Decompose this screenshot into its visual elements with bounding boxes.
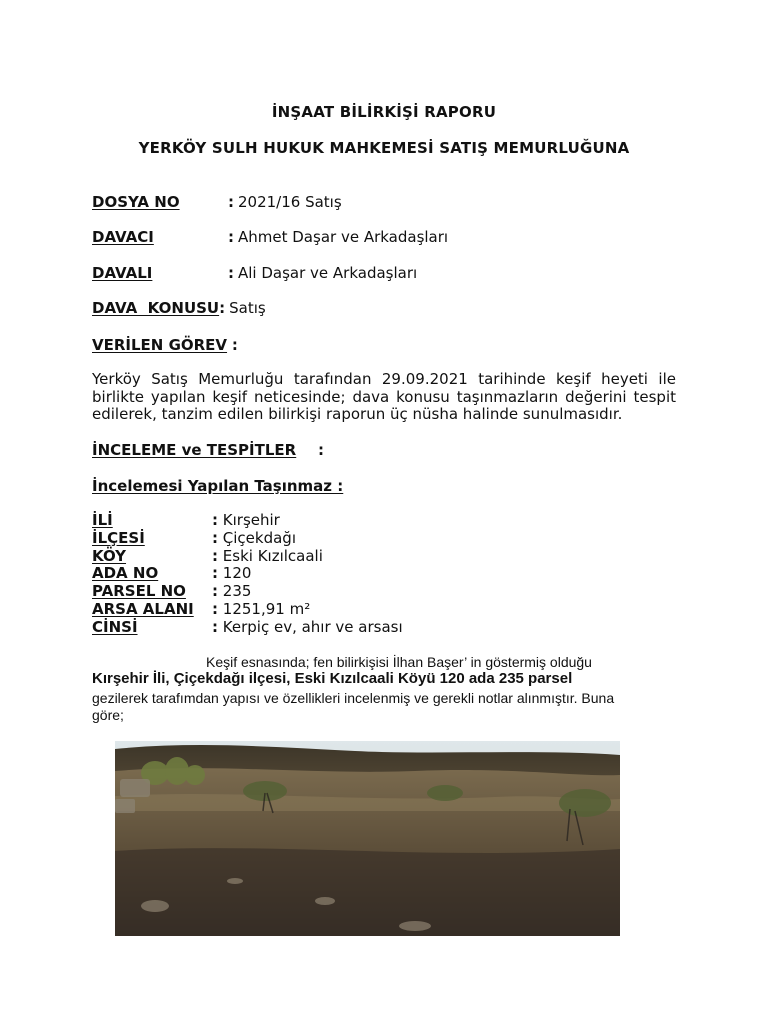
area-value: 1251,91 m² [222, 599, 311, 618]
task-line-1: Yerköy Satış Memurluğu tarafından 29.09.2021 tarihinde keşif heyeti ile [92, 370, 676, 388]
property-table [92, 512, 403, 637]
findings-line-2: Kırşehir İli, Çiçekdağı ilçesi, Eski Kızılcaali Köyü 120 ada 235 parsel [92, 670, 573, 687]
plaintiff-colon: : [228, 228, 234, 246]
parcel-label: PARSEL NO [92, 582, 186, 601]
task-line-2: birlikte yapılan keşif neticesinde; dava konusu taşınmazların değerini tespit [92, 387, 676, 406]
property-row-province [92, 512, 403, 530]
type-label: CİNSİ [92, 617, 138, 636]
subject-row [92, 299, 266, 317]
property-row-parcel [92, 583, 403, 601]
type-colon: : [212, 617, 218, 636]
inspection-colon: : [318, 441, 324, 459]
task-colon: : [231, 336, 238, 354]
subject-value: Satış [229, 299, 266, 317]
village-label: KÖY [92, 546, 127, 565]
inspection-heading: İNCELEME ve TESPİTLER [92, 441, 297, 459]
property-row-type [92, 619, 403, 637]
village-colon: : [212, 546, 218, 565]
province-value: Kırşehir [222, 511, 280, 529]
block-label: ADA NO [92, 564, 159, 583]
property-heading [92, 477, 343, 495]
plaintiff-row [92, 228, 448, 246]
district-label: İLÇESİ [92, 528, 145, 547]
district-colon: : [212, 528, 218, 547]
property-row-area [92, 601, 403, 619]
district-value: Çiçekdağı [222, 528, 296, 547]
plaintiff-value: Ahmet Daşar ve Arkadaşları [238, 228, 449, 246]
province-colon: : [212, 511, 218, 529]
defendant-row [92, 264, 417, 282]
file-no-row [92, 193, 342, 211]
file-no-label: DOSYA NO [92, 193, 180, 211]
type-value: Kerpiç ev, ahır ve arsası [222, 617, 403, 636]
plaintiff-label: DAVACI [92, 228, 154, 246]
inspection-heading-row [92, 441, 324, 459]
site-photo [115, 741, 620, 936]
block-value: 120 [222, 564, 252, 583]
task-line-3: edilerek, tanzim edilen bilirkişi raporun üç nüsha halinde sunulmasıdır. [92, 405, 623, 423]
subject-label: DAVA KONUSU [92, 299, 220, 317]
parcel-value: 235 [222, 582, 252, 601]
area-colon: : [212, 599, 218, 618]
task-row [92, 336, 238, 354]
file-no-colon: : [228, 193, 234, 211]
province-label: İLİ [92, 511, 113, 529]
site-photo-image [115, 741, 620, 936]
task-paragraph [92, 371, 676, 424]
block-colon: : [212, 564, 218, 583]
defendant-label: DAVALI [92, 264, 153, 282]
findings-line-3: gezilerek tarafımdan yapısı ve özellikleri incelenmiş ve gerekli notlar alınmıştır. Buna [92, 690, 615, 706]
property-row-village [92, 548, 403, 566]
task-label: VERİLEN GÖREV [92, 336, 228, 354]
findings-line-4: göre; [92, 707, 124, 723]
area-label: ARSA ALANI [92, 599, 194, 618]
report-addressee: YERKÖY SULH HUKUK MAHKEMESİ SATIŞ MEMURLUĞUNA [138, 139, 630, 157]
file-no-value: 2021/16 Satış [238, 193, 342, 211]
property-heading-text: İncelemesi Yapılan Taşınmaz : [92, 477, 344, 495]
parcel-colon: : [212, 582, 218, 601]
village-value: Eski Kızılcaali [222, 546, 323, 565]
property-row-block [92, 565, 403, 583]
report-title: İNŞAAT BİLİRKİŞİ RAPORU [271, 103, 497, 121]
property-row-district [92, 530, 403, 548]
defendant-colon: : [228, 264, 234, 282]
defendant-value: Ali Daşar ve Arkadaşları [238, 264, 418, 282]
subject-colon: : [219, 299, 226, 317]
findings-line-1: Keşif esnasında; fen bilirkişisi İlhan Başer’ in göstermiş olduğu [206, 654, 592, 670]
